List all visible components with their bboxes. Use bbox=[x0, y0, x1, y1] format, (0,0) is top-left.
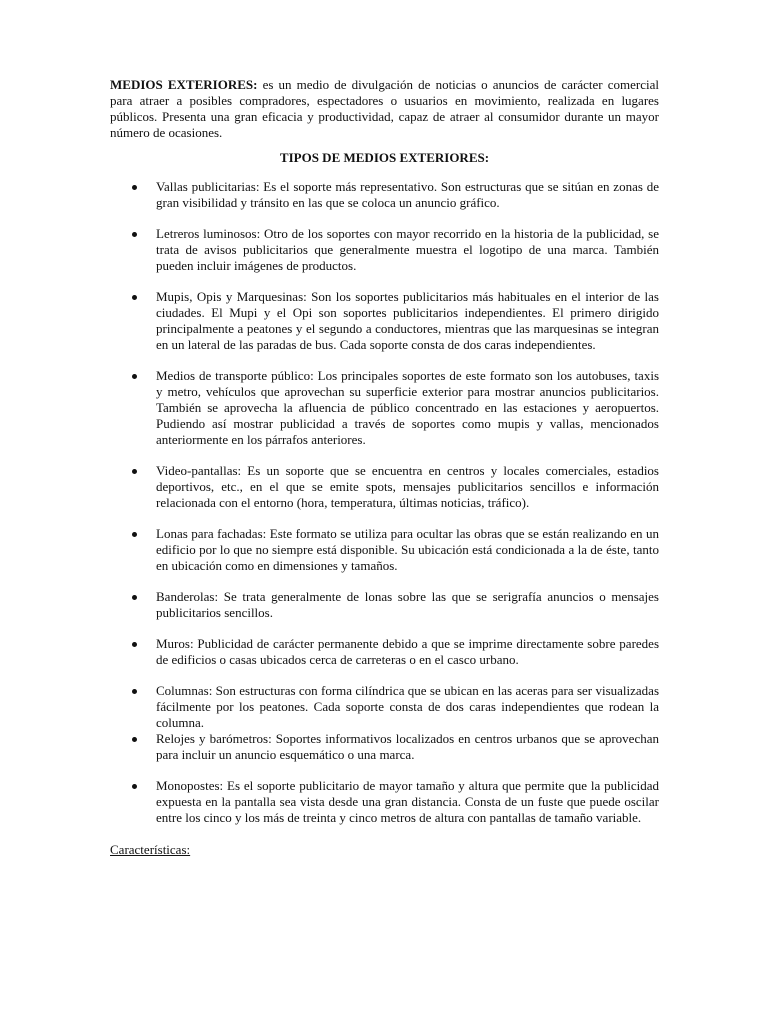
list-item-text: Columnas: Son estructuras con forma cilíndrica que se ubican en las aceras para ser visualizadas fácilmente por los peatones. Cada soporte consta de dos caras independientes que rodean la columna. bbox=[156, 683, 659, 730]
document-page bbox=[110, 77, 659, 858]
list-item-text: Muros: Publicidad de carácter permanente debido a que se imprime directamente sobre paredes de edificios o casas ubicados cerca de carreteras o en el casco urbano. bbox=[156, 636, 659, 667]
list-item-text: Medios de transporte público: Los principales soportes de este formato son los autobuses, taxis y metro, vehículos que aprovechan su superficie exterior para mostrar anuncios publicitarios. También se aprovecha la afluencia de público concentrado en las estaciones y aeropuertos. Pudiendo así mostrar publicidad a través de soportes como mupis y vallas, mencionados anteriormente en los párrafos anteriores. bbox=[156, 368, 659, 447]
intro-text: es un medio de divulgación de noticias o anuncios de carácter comercial para atraer a posibles compradores, espectadores o usuarios en movimiento, realizada en lugares públicos. Presenta una gran eficacia y productividad, capaz de atraer al consumidor durante un mayor número de ocasiones. bbox=[110, 77, 659, 140]
section-heading: TIPOS DE MEDIOS EXTERIORES: bbox=[279, 150, 490, 165]
list-item bbox=[110, 636, 659, 668]
bullet-icon bbox=[132, 374, 137, 379]
bullet-icon bbox=[132, 232, 137, 237]
list-item bbox=[110, 778, 659, 826]
list-item-text: Video-pantallas: Es un soporte que se encuentra en centros y locales comerciales, estadios deportivos, etc., en el que se emite spots, mensajes publicitarios sencillos e información relacionada con el entorno (hora, temperatura, últimas noticias, tráfico). bbox=[156, 463, 659, 510]
list-item-text: Vallas publicitarias: Es el soporte más representativo. Son estructuras que se sitúan en zonas de gran visibilidad y tránsito en las que se coloca un anuncio gráfico. bbox=[156, 179, 659, 210]
list-item-text: Relojes y barómetros: Soportes informativos localizados en centros urbanos que se aprovechan para incluir un anuncio esquemático o una marca. bbox=[156, 731, 659, 762]
list-item-text: Banderolas: Se trata generalmente de lonas sobre las que se serigrafía anuncios o mensajes publicitarios sencillos. bbox=[156, 589, 659, 620]
list-item bbox=[110, 289, 659, 353]
bullet-icon bbox=[132, 737, 137, 742]
bullet-icon bbox=[132, 595, 137, 600]
bullet-icon bbox=[132, 784, 137, 789]
bullet-icon bbox=[132, 295, 137, 300]
list-item bbox=[110, 463, 659, 511]
bullet-icon bbox=[132, 642, 137, 647]
list-item bbox=[110, 731, 659, 763]
list-item-text: Mupis, Opis y Marquesinas: Son los soportes publicitarios más habituales en el interior de las ciudades. El Mupi y el Opi son soportes publicitarios independientes. El primero dirigido principalmente a peatones y el segundo a conductores, mientras que las marquesinas se integran en un lateral de las paradas de bus. Cada soporte consta de dos caras independientes. bbox=[156, 289, 659, 352]
intro-paragraph bbox=[110, 77, 659, 141]
bullet-icon bbox=[132, 469, 137, 474]
list-item bbox=[110, 683, 659, 731]
list-item bbox=[110, 526, 659, 574]
list-item bbox=[110, 589, 659, 621]
bullet-icon bbox=[132, 689, 137, 694]
intro-term: MEDIOS EXTERIORES: bbox=[110, 77, 258, 92]
list-item-text: Lonas para fachadas: Este formato se utiliza para ocultar las obras que se están realizando en un edificio por lo que no siempre está disponible. Su ubicación está condicionada a la de éste, tanto en ubicación como en dimensiones y tamaños. bbox=[156, 526, 659, 573]
bullet-icon bbox=[132, 532, 137, 537]
bullet-icon bbox=[132, 185, 137, 190]
list-item bbox=[110, 179, 659, 211]
features-label: Características: bbox=[110, 842, 191, 857]
list-item bbox=[110, 226, 659, 274]
list-item bbox=[110, 368, 659, 448]
list-item-text: Letreros luminosos: Otro de los soportes con mayor recorrido en la historia de la publicidad, se trata de avisos publicitarios que generalmente muestra el logotipo de una marca. También pueden incluir imágenes de productos. bbox=[156, 226, 659, 273]
types-list bbox=[110, 179, 659, 826]
list-item-text: Monopostes: Es el soporte publicitario de mayor tamaño y altura que permite que la publicidad expuesta en la pantalla sea vista desde una gran distancia. Consta de un fuste que puede oscilar entre los cinco y los más de treinta y cinco metros de altura con pantallas de tamaño variable. bbox=[156, 778, 659, 825]
